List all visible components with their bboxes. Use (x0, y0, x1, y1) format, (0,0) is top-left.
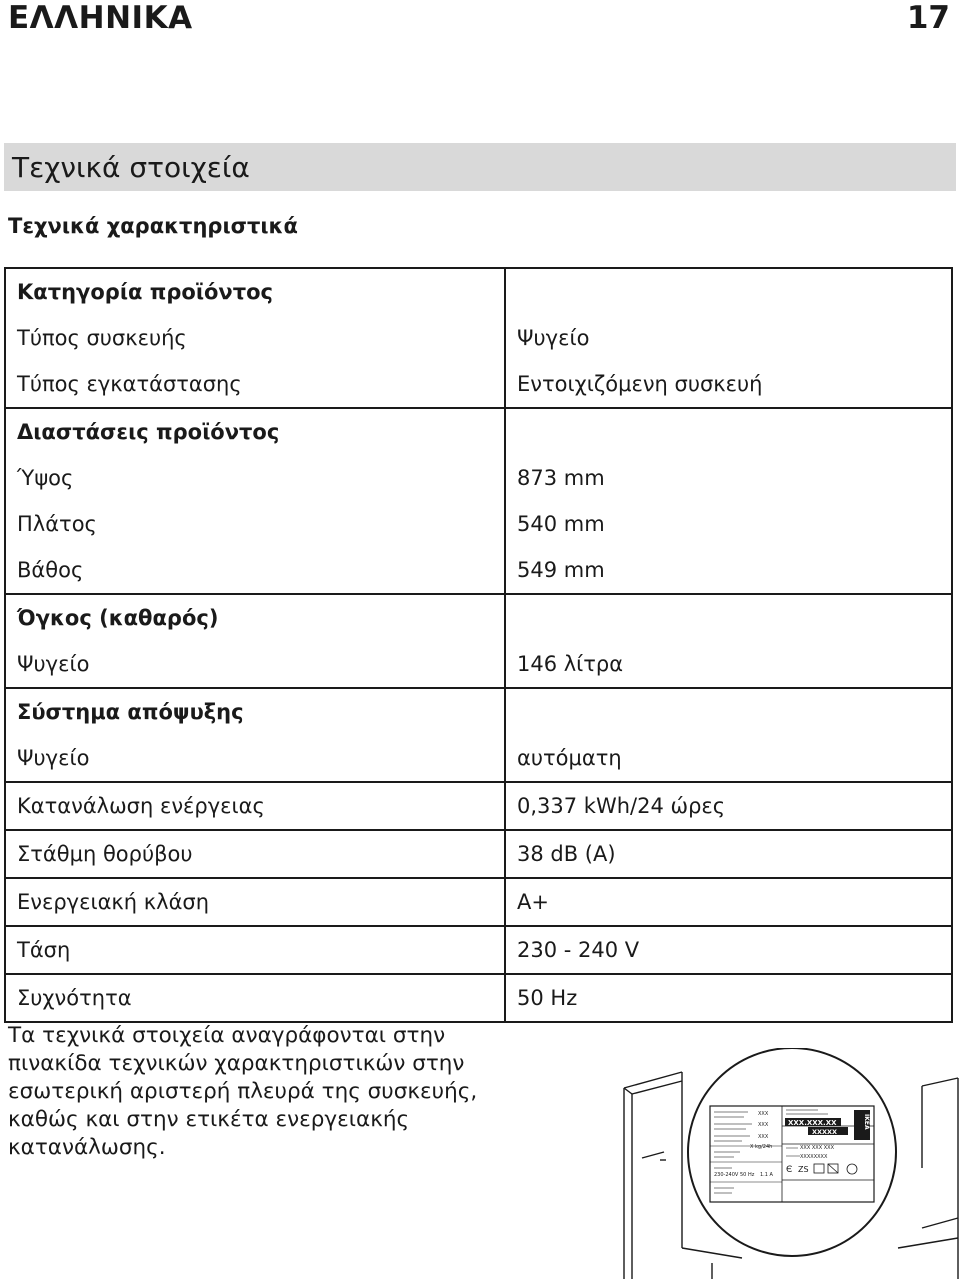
spec-label: Κατανάλωση ενέργειας (17, 794, 265, 818)
spec-value: 38 dB (A) (517, 842, 616, 866)
spec-value: Εντοιχιζόμενη συσκευή (517, 372, 763, 396)
spec-label-cell (5, 782, 505, 830)
plate-energy: X kg/24h (750, 1144, 773, 1150)
spec-label: Ενεργειακή κλάση (17, 890, 210, 914)
note-line: Τα τεχνικά στοιχεία αναγράφονται στην (8, 1023, 446, 1048)
spec-value-spacer (506, 689, 951, 735)
note-line: εσωτερική αριστερή πλευρά της συσκευής, (8, 1079, 478, 1104)
spec-label: Συχνότητα (17, 986, 132, 1010)
spec-label-cell (5, 926, 505, 974)
spec-label: Τύπος συσκευής (17, 326, 187, 350)
spec-value: 549 mm (517, 558, 605, 582)
spec-value-cell (505, 782, 952, 830)
spec-label: Ψυγείο (17, 652, 90, 676)
plate-model-number: XXX.XXX.XX (788, 1119, 837, 1127)
note-line: πινακίδα τεχνικών χαρακτηριστικών στην (8, 1051, 465, 1076)
spec-group-row (5, 688, 952, 782)
plate-code-1: XXX (758, 1111, 769, 1117)
spec-group-heading: Σύστημα απόψυξης (17, 700, 244, 724)
spec-label-cell (5, 688, 505, 782)
spec-value: 540 mm (517, 512, 605, 536)
section-title: Τεχνικά στοιχεία (12, 151, 250, 184)
spec-label: Ύψος (17, 466, 74, 490)
spec-value-cell (505, 926, 952, 974)
subsection-title: Τεχνικά χαρακτηριστικά (8, 214, 298, 238)
spec-label: Πλάτος (17, 512, 97, 536)
plate-code-1c: XXX (758, 1134, 769, 1140)
spec-value-cell (505, 830, 952, 878)
spec-value-spacer (506, 595, 951, 641)
spec-label: Βάθος (17, 558, 84, 582)
spec-value-spacer (506, 409, 951, 455)
spec-value: 50 Hz (517, 986, 578, 1010)
plate-current: 1.1 A (760, 1172, 773, 1178)
spec-label-cell (5, 268, 505, 408)
spec-value-cell (505, 878, 952, 926)
spec-label-cell (5, 974, 505, 1022)
plate-mark: ZS (798, 1165, 809, 1174)
spec-label-cell (5, 878, 505, 926)
spec-group-heading: Κατηγορία προϊόντος (17, 280, 273, 304)
spec-group-row (5, 594, 952, 688)
plate-brand-logo: IKEA (863, 1114, 870, 1130)
ce-mark-icon: Є (786, 1165, 793, 1175)
rating-plate-note (8, 1022, 478, 1162)
rating-plate-illustration (622, 1048, 960, 1279)
plate-frequency: 50 Hz (740, 1172, 755, 1178)
section-title-bar (4, 143, 956, 191)
spec-row (5, 830, 952, 878)
spec-row (5, 974, 952, 1022)
spec-value-cell (505, 408, 952, 594)
plate-code-2: XXX XXX XXX (800, 1145, 835, 1151)
spec-label: Στάθμη θορύβου (17, 842, 193, 866)
spec-value: Ψυγείο (517, 326, 590, 350)
spec-label-cell (5, 408, 505, 594)
spec-label-cell (5, 594, 505, 688)
spec-label-cell (5, 830, 505, 878)
plate-code-3: XXXXXXXX (800, 1154, 828, 1160)
spec-group-heading: Διαστάσεις προϊόντος (17, 420, 280, 444)
spec-value-cell (505, 688, 952, 782)
spec-row (5, 782, 952, 830)
spec-value: 146 λίτρα (517, 652, 624, 676)
spec-label: Ψυγείο (17, 746, 90, 770)
spec-label: Τύπος εγκατάστασης (17, 372, 242, 396)
note-line: καθώς και στην ετικέτα ενεργειακής (8, 1107, 410, 1132)
spec-value: A+ (517, 890, 549, 914)
plate-code-1b: XXX (758, 1122, 769, 1128)
header-language: ΕΛΛΗΝΙΚΑ (8, 0, 193, 36)
spec-value-cell (505, 268, 952, 408)
page-number: 17 (906, 0, 950, 36)
spec-group-row (5, 268, 952, 408)
specs-table (4, 267, 953, 1023)
spec-group-heading: Όγκος (καθαρός) (17, 606, 219, 630)
spec-value-cell (505, 974, 952, 1022)
note-line: κατανάλωσης. (8, 1135, 166, 1160)
spec-value: 230 - 240 V (517, 938, 640, 962)
spec-value: 0,337 kWh/24 ώρες (517, 794, 726, 818)
spec-value-spacer (506, 269, 951, 315)
spec-value-cell (505, 594, 952, 688)
plate-serial: XXXXX (812, 1128, 838, 1136)
spec-value: αυτόματη (517, 746, 622, 770)
rating-plate (710, 1106, 874, 1202)
spec-row (5, 926, 952, 974)
spec-label: Τάση (17, 938, 71, 962)
spec-row (5, 878, 952, 926)
spec-group-row (5, 408, 952, 594)
spec-value: 873 mm (517, 466, 605, 490)
plate-voltage: 230-240V (714, 1172, 739, 1178)
